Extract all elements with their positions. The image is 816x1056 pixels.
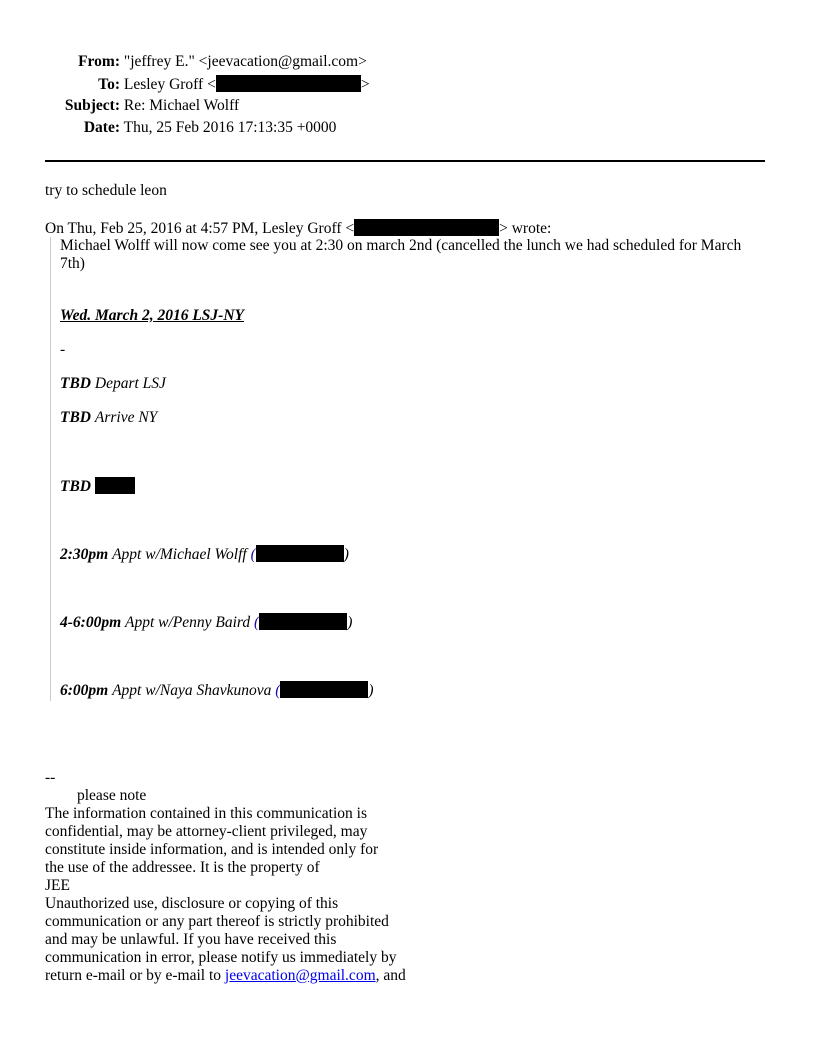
disclaimer-line: The information contained in this communication is [45,805,367,822]
dash: - [60,341,66,358]
attribution: On Thu, Feb 25, 2016 at 4:57 PM, Lesley Groff < > wrote: [45,220,552,237]
quote-line: 7th) [60,255,85,272]
schedule-item: TBD [60,477,135,496]
schedule-item: TBD Depart LSJ [60,375,166,392]
redaction [280,681,368,698]
from-row: From: "jeffrey E." <jeevacation@gmail.com> [78,53,367,70]
header-divider [45,160,765,162]
please-note: please note [77,787,147,804]
signature-separator: -- [45,769,56,786]
redaction [95,477,135,494]
disclaimer-line: confidential, may be attorney-client privileged, may [45,823,368,840]
disclaimer-line: communication or any part thereof is strictly prohibited [45,913,389,930]
disclaimer-line: the use of the addressee. It is the property of [45,859,320,876]
disclaimer-last-line: return e-mail or by e-mail to jeevacation@gmail.com, and [45,967,406,984]
to-row: To: Lesley Groff < > [98,76,370,93]
disclaimer-line: and may be unlawful. If you have received this [45,931,337,948]
subject-row: Subject: Re: Michael Wolff [64,97,240,114]
disclaimer-line: communication in error, please notify us immediately by [45,949,397,966]
disclaimer-line: constitute inside information, and is intended only for [45,841,379,858]
redaction [256,545,344,562]
date-row: Date: Thu, 25 Feb 2016 17:13:35 +0000 [83,119,337,136]
disclaimer-line: JEE [45,877,70,894]
disclaimer-line: Unauthorized use, disclosure or copying of this [45,895,339,912]
schedule-item: 2:30pm Appt w/Michael Wolff ( ) [60,546,349,563]
redaction [354,219,499,236]
schedule-title: Wed. March 2, 2016 LSJ-NY [60,307,244,324]
email-link[interactable]: jeevacation@gmail.com [224,967,376,984]
quote-border [50,237,51,701]
redaction [259,613,347,630]
schedule-item: TBD Arrive NY [60,409,158,426]
schedule-item: 6:00pm Appt w/Naya Shavkunova ( ) [60,682,374,699]
schedule-item: 4-6:00pm Appt w/Penny Baird ( ) [60,614,353,631]
quote-line: Michael Wolff will now come see you at 2:30 on march 2nd (cancelled the lunch we had scheduled for March [60,237,742,254]
redaction [216,75,361,92]
reply-text: try to schedule leon [45,182,167,199]
